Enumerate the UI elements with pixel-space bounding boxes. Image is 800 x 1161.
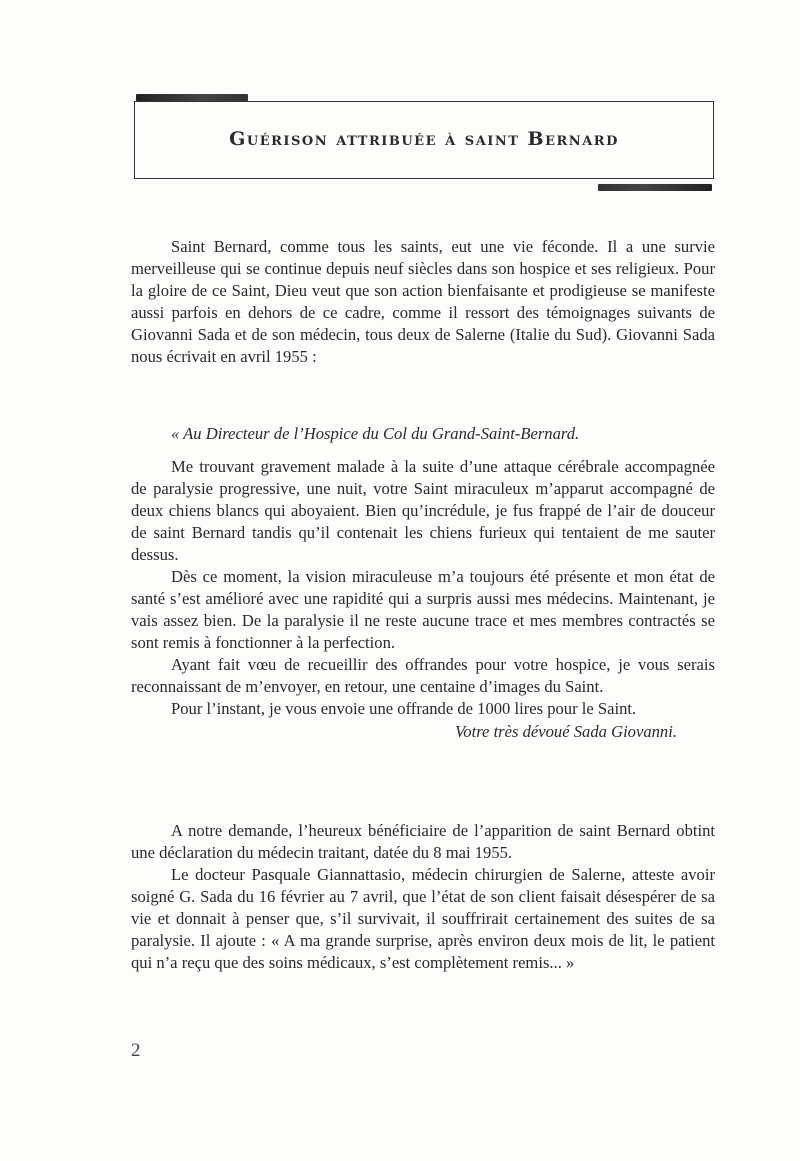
letter-paragraph: Me trouvant gravement malade à la suite d’une attaque cérébrale accompagnée de paralysie progressive, une nuit, votre Saint miraculeux m’apparut accompagné de deux chiens blancs qui aboyaient. Bien qu’incrédule, je fus frappé de l’air de douceur de saint Bernard tandis qu’il contenait les chiens furieux qui tentaient de me sauter dessus.: [131, 457, 715, 564]
letter-paragraph: Pour l’instant, je vous envoie une offrande de 1000 lires pour le Saint.: [171, 699, 637, 718]
page-title: Guérison attribuée à saint Bernard: [229, 128, 619, 150]
closing-block: [131, 820, 715, 974]
letter-paragraph: Ayant fait vœu de recueillir des offrandes pour votre hospice, je vous serais reconnaissant de m’envoyer, en retour, une centaine d’images du Saint.: [131, 655, 715, 696]
closing-paragraph: A notre demande, l’heureux bénéficiaire de l’apparition de saint Bernard obtint une déclaration du médecin traitant, datée du 8 mai 1955.: [131, 821, 715, 862]
letter-block: [131, 423, 715, 743]
title-frame: [134, 101, 714, 179]
page-number: 2: [131, 1040, 141, 1061]
decorative-bar-top: [136, 94, 248, 101]
intro-paragraph: Saint Bernard, comme tous les saints, eut une vie féconde. Il a une survie merveilleuse qui se continue depuis neuf siècles dans son hospice et ses religieux. Pour la gloire de ce Saint, Dieu veut que son action bienfaisante et prodigieuse se manifeste aussi parfois en dehors de ce cadre, comme il ressort des témoignages suivants de Giovanni Sada et de son médecin, tous deux de Salerne (Italie du Sud). Giovanni Sada nous écrivait en avril 1955 :: [131, 237, 715, 366]
letter-signature: Votre très dévoué Sada Giovanni.: [455, 722, 677, 741]
letter-address: « Au Directeur de l’Hospice du Col du Grand-Saint-Bernard.: [171, 424, 580, 443]
letter-paragraph: Dès ce moment, la vision miraculeuse m’a toujours été présente et mon état de santé s’est amélioré avec une rapidité qui a surpris aussi mes médecins. Maintenant, je vais assez bien. De la paralysie il ne reste aucune trace et mes membres contractés se sont remis à fonctionner à la perfection.: [131, 567, 715, 652]
intro-block: [131, 236, 715, 368]
decorative-bar-bottom: [598, 184, 712, 191]
closing-paragraph: Le docteur Pasquale Giannattasio, médecin chirurgien de Salerne, atteste avoir soigné G. Sada du 16 février au 7 avril, que l’état de son client faisait désespérer de sa vie et donnait à penser que, s’il survivait, il souffrirait certainement des suites de sa paralysie. Il ajoute : « A ma grande surprise, après environ deux mois de lit, le patient qui n’a reçu que des soins médicaux, s’est complètement remis... »: [131, 865, 715, 972]
